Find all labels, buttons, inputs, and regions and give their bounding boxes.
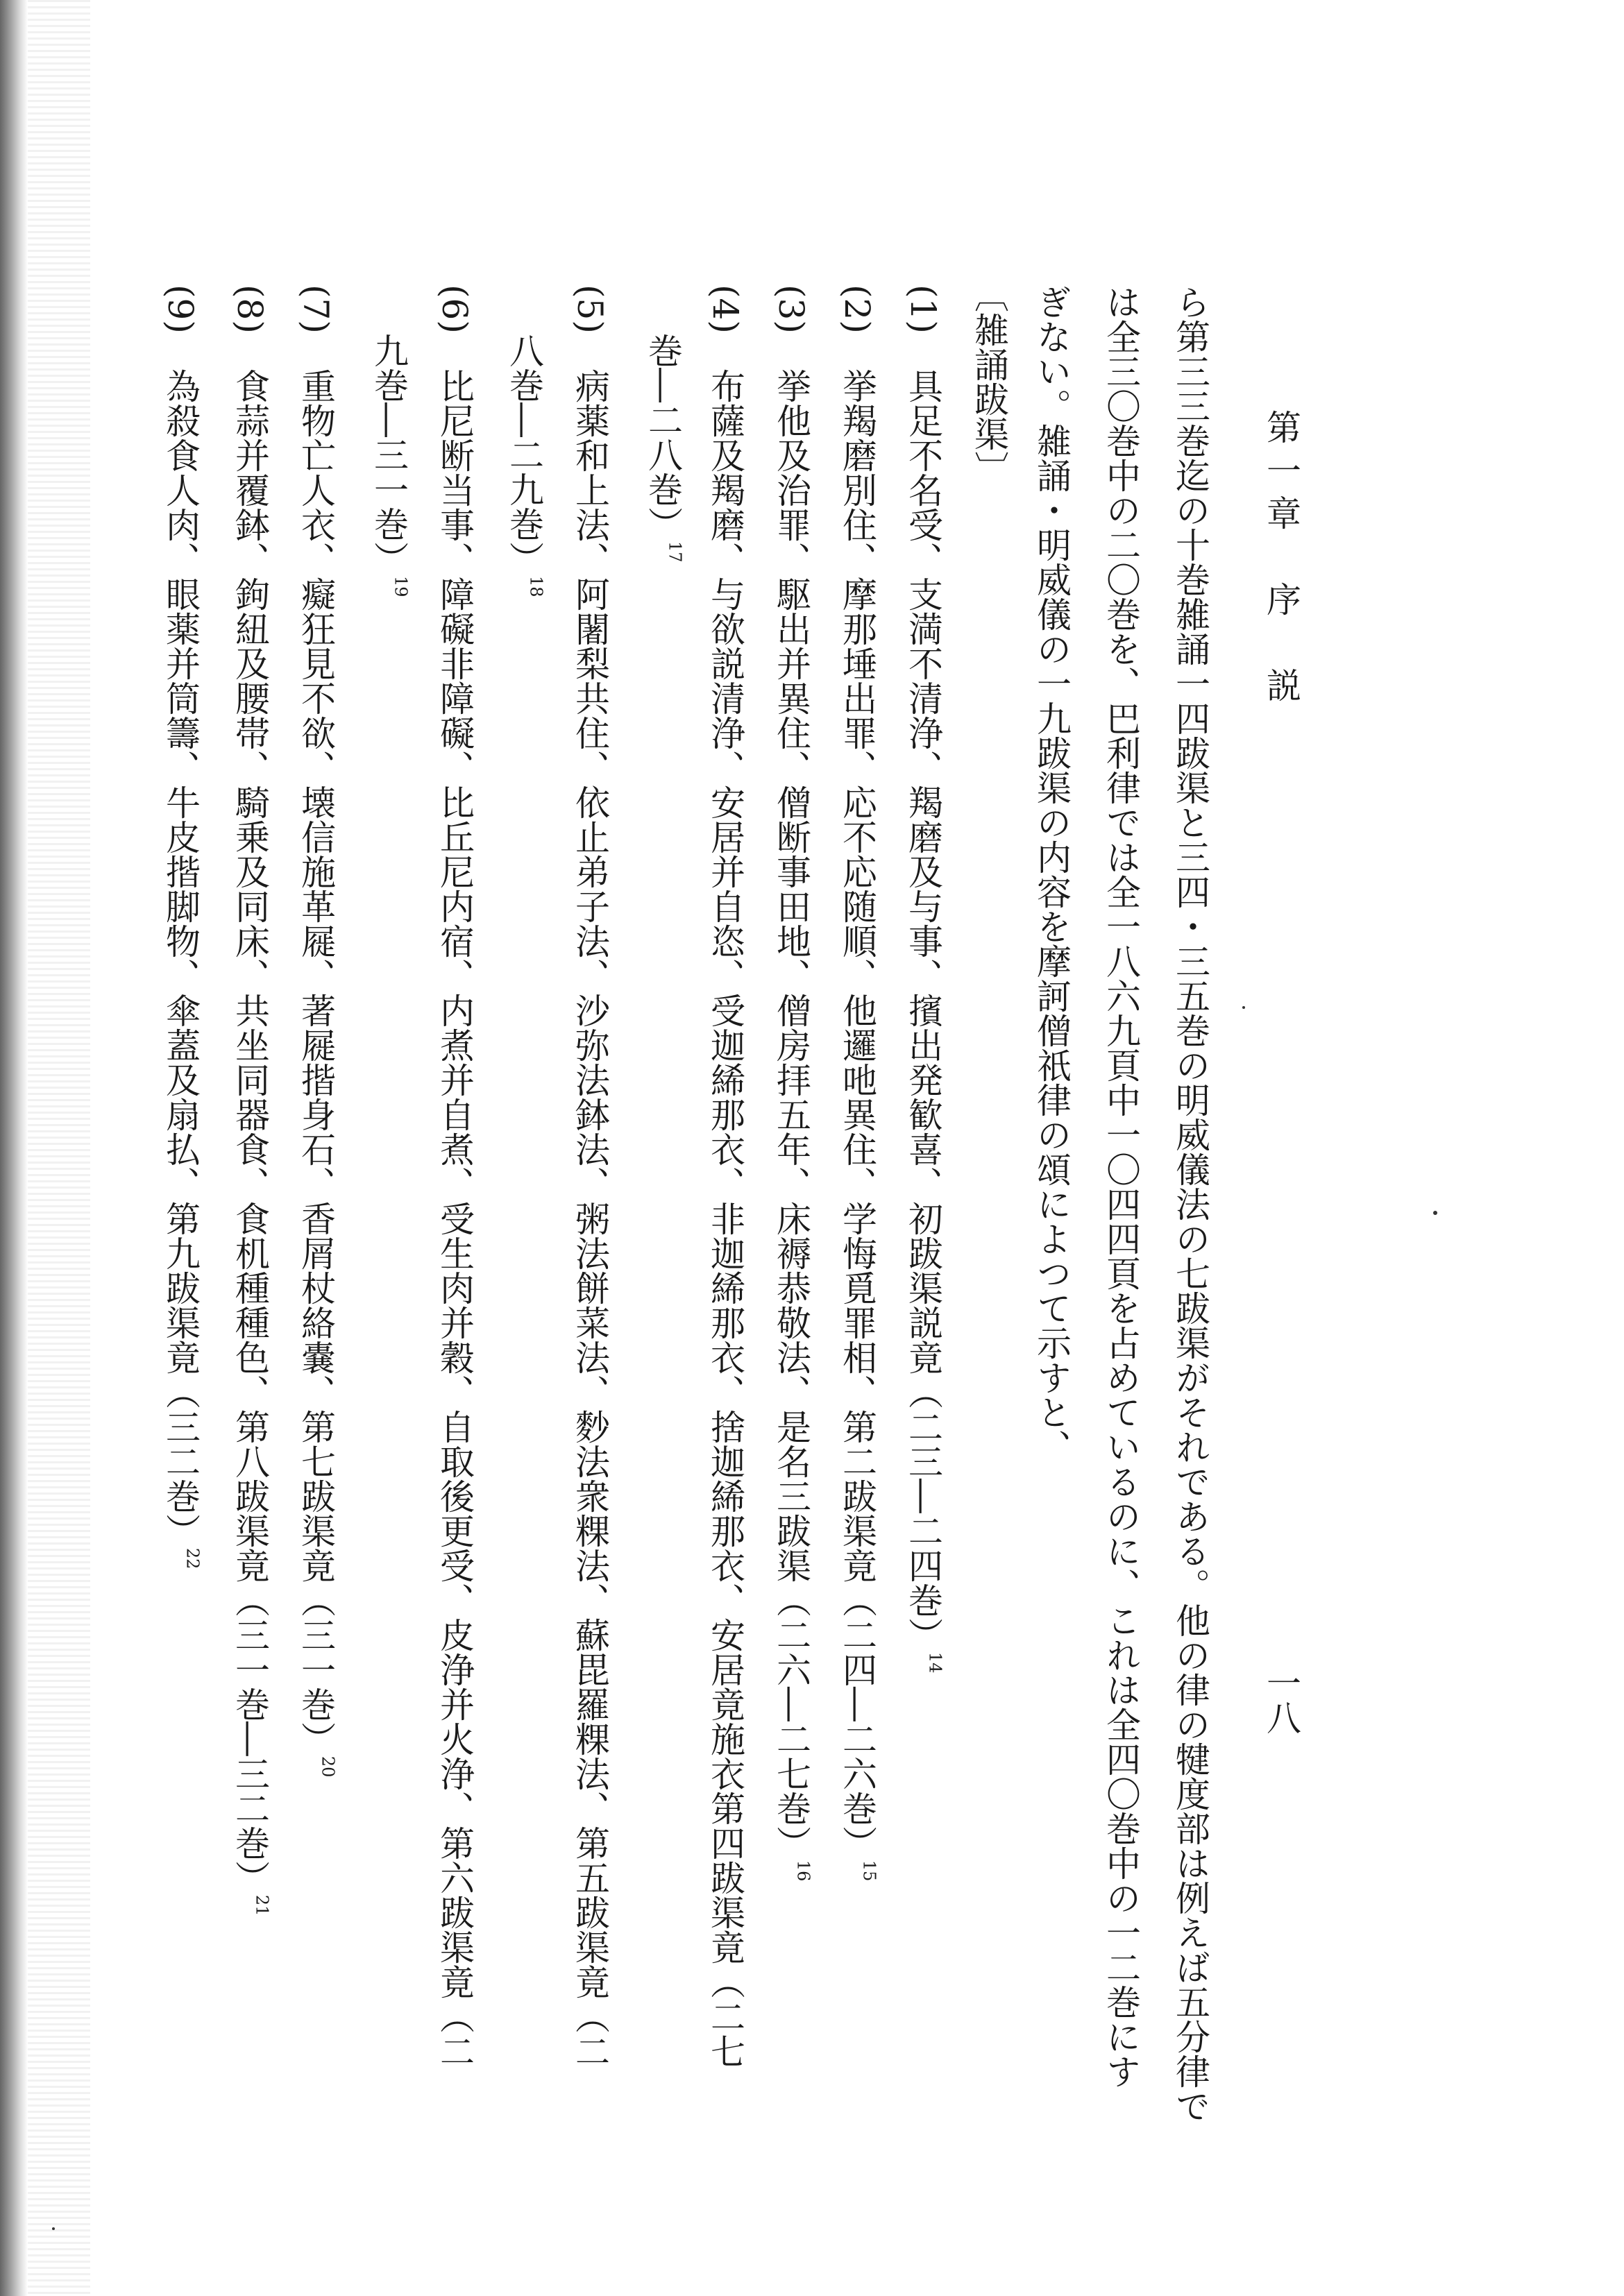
list-text-cont: 巻―二八巻） bbox=[643, 333, 683, 541]
list-text: 病薬和上法、阿闍梨共住、依止弟子法、沙弥法鉢法、粥法餅菜法、麨法衆粿法、蘇毘羅粿法、第五跋渠竟（二 bbox=[570, 368, 610, 2068]
page-number: 一八 bbox=[1261, 1665, 1301, 1735]
list-item bbox=[837, 284, 879, 1882]
footnote-ref[interactable]: 18 bbox=[526, 576, 546, 597]
footnote-ref[interactable]: 16 bbox=[793, 1860, 813, 1882]
list-text: 重物亡人衣、癡狂見不欲、壊信施革屣、著屣揩身石、香屑杖絡嚢、第七跋渠竟（三一巻） bbox=[296, 368, 336, 1756]
footnote-ref[interactable]: 20 bbox=[318, 1755, 338, 1778]
list-item bbox=[771, 284, 813, 1882]
list-item bbox=[705, 284, 745, 2068]
footnote-ref[interactable]: 21 bbox=[252, 1894, 272, 1916]
list-number: (4) bbox=[705, 284, 745, 334]
body-line-3: ぎない。雑誦・明威儀の一九跋渠の内容を摩訶僧祇律の頌によつて示すと、 bbox=[1031, 284, 1072, 1464]
list-number: (1) bbox=[903, 284, 943, 334]
body-line-1: ら第三三巻迄の十巻雑誦一四跋渠と三四・三五巻の明威儀法の七跋渠がそれである。他の律の犍度部は例えば五分律で bbox=[1170, 284, 1210, 2123]
list-item-continuation bbox=[371, 333, 409, 597]
list-item-continuation bbox=[504, 333, 546, 597]
list-item bbox=[434, 284, 475, 2068]
list-number: (5) bbox=[570, 284, 610, 334]
list-text: 比尼断当事、障礙非障礙、比丘尼内宿、内煮并自煮、受生肉并穀、自取後更受、皮浄并火浄、第六跋渠竟（二 bbox=[434, 368, 475, 2068]
list-number: (8) bbox=[230, 284, 270, 334]
list-item bbox=[232, 284, 271, 1916]
list-text-cont: 八巻―二九巻） bbox=[504, 333, 544, 576]
scan-shadow-edge bbox=[0, 0, 28, 2296]
list-item bbox=[903, 284, 945, 1674]
list-number: (6) bbox=[434, 284, 475, 334]
footnote-ref[interactable]: 22 bbox=[183, 1547, 203, 1570]
footnote-ref[interactable]: 14 bbox=[925, 1651, 945, 1674]
footnote-ref[interactable]: 15 bbox=[859, 1860, 879, 1882]
list-number: (9) bbox=[160, 284, 201, 334]
section-heading: 〔雑誦跋渠〕 bbox=[969, 278, 1009, 486]
list-item bbox=[160, 284, 203, 1570]
list-text: 挙羯磨別住、摩那埵出罪、応不応随順、他邏吔異住、学悔覓罪相、第二跋渠竟（二四―二六巻） bbox=[837, 368, 877, 1860]
list-text: 為殺食人肉、眼薬并筒籌、牛皮揩脚物、傘蓋及扇払、第九跋渠竟（三二巻） bbox=[160, 368, 201, 1548]
list-text: 挙他及治罪、駆出并異住、僧断事田地、僧房拝五年、床褥恭敬法、是名三跋渠（二六―二七巻） bbox=[771, 368, 811, 1860]
chapter-heading: 第一章 序 説 bbox=[1261, 409, 1301, 711]
scan-speck bbox=[52, 2227, 55, 2230]
footnote-ref[interactable]: 17 bbox=[665, 541, 685, 563]
scan-noise-edge bbox=[28, 0, 90, 2296]
list-number: (3) bbox=[771, 284, 811, 334]
footnote-ref[interactable]: 19 bbox=[391, 576, 411, 597]
list-number: (2) bbox=[837, 284, 877, 334]
list-text-cont: 九巻―三一巻） bbox=[369, 333, 409, 576]
list-item bbox=[298, 284, 337, 1777]
list-text: 布薩及羯磨、与欲説清浄、安居并自恣、受迦絺那衣、非迦絺那衣、捨迦絺那衣、安居竟施衣第四跋渠竟（二七 bbox=[705, 368, 745, 2068]
list-item bbox=[570, 284, 610, 2068]
scan-speck bbox=[1242, 1006, 1245, 1009]
list-item-continuation bbox=[645, 333, 684, 563]
list-number: (7) bbox=[296, 284, 336, 334]
list-text: 食蒜并覆鉢、鉤紐及腰帯、騎乗及同床、共坐同器食、食机種種色、第八跋渠竟（三一巻―三二巻） bbox=[230, 368, 270, 1895]
scan-speck bbox=[1433, 1211, 1437, 1215]
list-text: 具足不名受、支満不清浄、羯磨及与事、擯出発歓喜、初跋渠説竟（二三―二四巻） bbox=[903, 368, 943, 1652]
body-line-2: は全三〇巻中の二〇巻を、巴利律では全一八六九頁中一〇四四頁を占めているのに、これは全四〇巻中の一二巻にす bbox=[1101, 284, 1141, 2089]
